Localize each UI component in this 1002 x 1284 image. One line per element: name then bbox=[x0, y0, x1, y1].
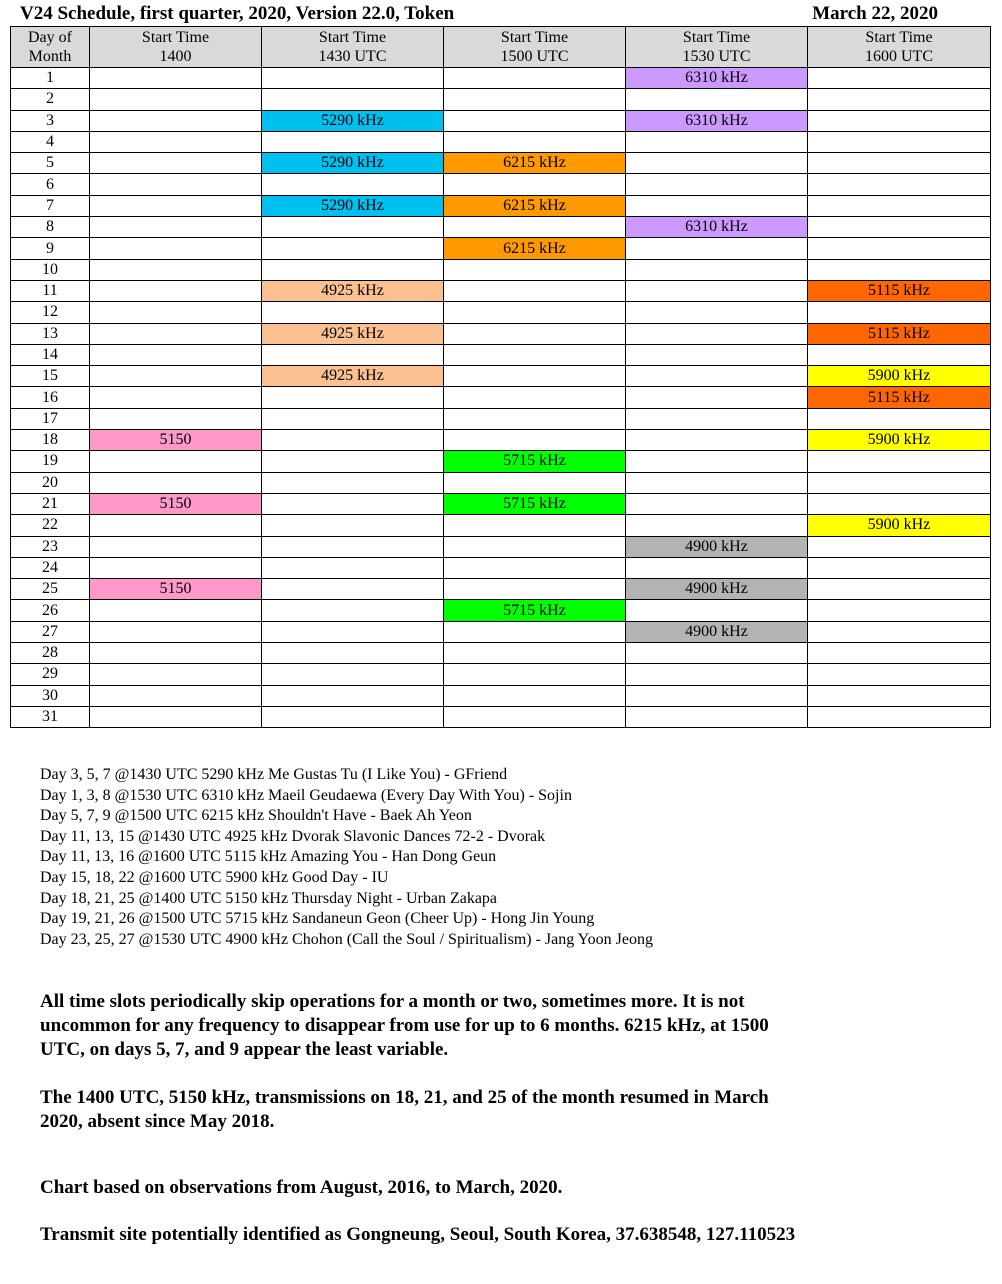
empty-cell bbox=[626, 302, 808, 323]
header-row bbox=[11, 27, 991, 68]
column-header-day bbox=[11, 27, 90, 68]
table-row bbox=[11, 643, 991, 664]
list-item: Day 1, 3, 8 @1530 UTC 6310 kHz Maeil Geudaewa (Every Day With You) - Sojin bbox=[40, 786, 572, 804]
table-row bbox=[11, 621, 991, 642]
frequency-label: 4925 kHz bbox=[321, 324, 384, 342]
empty-cell bbox=[262, 515, 444, 536]
empty-cell bbox=[444, 408, 626, 429]
empty-cell bbox=[808, 579, 991, 600]
empty-cell bbox=[90, 408, 262, 429]
frequency-cell bbox=[90, 579, 262, 600]
table-row bbox=[11, 344, 991, 365]
empty-cell bbox=[262, 664, 444, 685]
day-cell: 8 bbox=[11, 217, 90, 238]
frequency-cell bbox=[444, 238, 626, 259]
frequency-cell bbox=[808, 387, 991, 408]
empty-cell bbox=[808, 600, 991, 621]
empty-cell bbox=[626, 515, 808, 536]
frequency-label: 6310 kHz bbox=[685, 111, 748, 129]
empty-cell bbox=[808, 238, 991, 259]
frequency-cell bbox=[626, 621, 808, 642]
empty-cell bbox=[626, 408, 808, 429]
empty-cell bbox=[444, 515, 626, 536]
list-item: Day 11, 13, 15 @1430 UTC 4925 kHz Dvorak Slavonic Dances 72-2 - Dvorak bbox=[40, 827, 546, 845]
empty-cell bbox=[808, 344, 991, 365]
frequency-cell bbox=[444, 153, 626, 174]
table-row bbox=[11, 153, 991, 174]
frequency-label: 6310 kHz bbox=[685, 69, 748, 87]
empty-cell bbox=[90, 89, 262, 110]
empty-cell bbox=[626, 430, 808, 451]
day-cell: 26 bbox=[11, 600, 90, 621]
empty-cell bbox=[90, 643, 262, 664]
empty-cell bbox=[90, 217, 262, 238]
empty-cell bbox=[626, 706, 808, 727]
empty-cell bbox=[808, 664, 991, 685]
schedule-body bbox=[11, 68, 991, 728]
empty-cell bbox=[444, 217, 626, 238]
document-date: March 22, 2020 bbox=[812, 3, 938, 24]
day-cell: 5 bbox=[11, 153, 90, 174]
empty-cell bbox=[626, 387, 808, 408]
column-header-line2: 1530 UTC bbox=[682, 48, 751, 65]
table-row bbox=[11, 451, 991, 472]
empty-cell bbox=[90, 259, 262, 280]
empty-cell bbox=[808, 451, 991, 472]
table-row bbox=[11, 195, 991, 216]
empty-cell bbox=[626, 89, 808, 110]
list-item: Day 5, 7, 9 @1500 UTC 6215 kHz Shouldn't Have - Baek Ah Yeon bbox=[40, 807, 472, 825]
empty-cell bbox=[808, 493, 991, 514]
frequency-cell bbox=[808, 366, 991, 387]
frequency-cell bbox=[626, 217, 808, 238]
table-row bbox=[11, 238, 991, 259]
table-row bbox=[11, 664, 991, 685]
document-header bbox=[10, 2, 990, 26]
empty-cell bbox=[808, 408, 991, 429]
frequency-cell bbox=[626, 68, 808, 89]
day-cell: 25 bbox=[11, 579, 90, 600]
empty-cell bbox=[90, 366, 262, 387]
empty-cell bbox=[262, 536, 444, 557]
empty-cell bbox=[90, 280, 262, 301]
empty-cell bbox=[262, 451, 444, 472]
empty-cell bbox=[262, 621, 444, 642]
song-list bbox=[40, 765, 940, 950]
frequency-label: 5150 bbox=[159, 495, 192, 513]
day-cell: 23 bbox=[11, 536, 90, 557]
day-cell: 29 bbox=[11, 664, 90, 685]
empty-cell bbox=[808, 153, 991, 174]
empty-cell bbox=[808, 195, 991, 216]
empty-cell bbox=[444, 89, 626, 110]
empty-cell bbox=[262, 259, 444, 280]
day-cell: 18 bbox=[11, 430, 90, 451]
empty-cell bbox=[90, 68, 262, 89]
empty-cell bbox=[444, 259, 626, 280]
table-row bbox=[11, 131, 991, 152]
column-header-line2: 1500 UTC bbox=[500, 48, 569, 65]
empty-cell bbox=[808, 706, 991, 727]
empty-cell bbox=[808, 536, 991, 557]
empty-cell bbox=[262, 131, 444, 152]
table-row bbox=[11, 302, 991, 323]
empty-cell bbox=[262, 600, 444, 621]
empty-cell bbox=[90, 664, 262, 685]
frequency-label: 4900 kHz bbox=[685, 537, 748, 555]
empty-cell bbox=[808, 89, 991, 110]
empty-cell bbox=[626, 131, 808, 152]
empty-cell bbox=[90, 302, 262, 323]
empty-cell bbox=[808, 302, 991, 323]
empty-cell bbox=[90, 451, 262, 472]
empty-cell bbox=[626, 195, 808, 216]
empty-cell bbox=[90, 621, 262, 642]
empty-cell bbox=[90, 706, 262, 727]
empty-cell bbox=[90, 110, 262, 131]
empty-cell bbox=[626, 643, 808, 664]
list-item: Day 23, 25, 27 @1530 UTC 4900 kHz Chohon (Call the Soul / Spiritualism) - Jang Yoon Jeong bbox=[40, 930, 653, 948]
empty-cell bbox=[262, 344, 444, 365]
table-row bbox=[11, 174, 991, 195]
day-cell: 6 bbox=[11, 174, 90, 195]
table-row bbox=[11, 579, 991, 600]
empty-cell bbox=[90, 153, 262, 174]
table-row bbox=[11, 110, 991, 131]
empty-cell bbox=[90, 174, 262, 195]
empty-cell bbox=[444, 387, 626, 408]
frequency-cell bbox=[444, 600, 626, 621]
table-row bbox=[11, 366, 991, 387]
empty-cell bbox=[262, 238, 444, 259]
day-cell: 24 bbox=[11, 557, 90, 578]
empty-cell bbox=[90, 344, 262, 365]
day-cell: 4 bbox=[11, 131, 90, 152]
frequency-label: 4900 kHz bbox=[685, 580, 748, 598]
list-item: Day 18, 21, 25 @1400 UTC 5150 kHz Thursday Night - Urban Zakapa bbox=[40, 889, 498, 907]
empty-cell bbox=[444, 110, 626, 131]
empty-cell bbox=[808, 472, 991, 493]
day-cell: 12 bbox=[11, 302, 90, 323]
day-cell: 11 bbox=[11, 280, 90, 301]
empty-cell bbox=[626, 153, 808, 174]
column-header-line1: Start Time bbox=[500, 29, 569, 46]
empty-cell bbox=[262, 685, 444, 706]
frequency-label: 5115 kHz bbox=[867, 282, 931, 300]
empty-cell bbox=[262, 302, 444, 323]
day-cell: 16 bbox=[11, 387, 90, 408]
schedule-header bbox=[11, 27, 991, 68]
empty-cell bbox=[626, 238, 808, 259]
day-cell: 22 bbox=[11, 515, 90, 536]
empty-cell bbox=[808, 68, 991, 89]
frequency-label: 5900 kHz bbox=[867, 367, 931, 385]
day-cell: 10 bbox=[11, 259, 90, 280]
empty-cell bbox=[444, 621, 626, 642]
column-header-line2: 1600 UTC bbox=[865, 48, 933, 65]
day-cell: 13 bbox=[11, 323, 90, 344]
empty-cell bbox=[626, 366, 808, 387]
schedule-table bbox=[10, 26, 991, 728]
empty-cell bbox=[262, 557, 444, 578]
empty-cell bbox=[626, 664, 808, 685]
table-row bbox=[11, 685, 991, 706]
frequency-label: 5715 kHz bbox=[503, 452, 566, 470]
empty-cell bbox=[444, 366, 626, 387]
document-title: V24 Schedule, first quarter, 2020, Version 22.0, Token bbox=[20, 3, 455, 24]
empty-cell bbox=[262, 430, 444, 451]
empty-cell bbox=[90, 685, 262, 706]
frequency-cell bbox=[626, 110, 808, 131]
empty-cell bbox=[262, 493, 444, 514]
table-row bbox=[11, 259, 991, 280]
frequency-cell bbox=[262, 280, 444, 301]
column-header-line1: Start Time bbox=[865, 29, 933, 46]
day-cell: 1 bbox=[11, 68, 90, 89]
empty-cell bbox=[626, 280, 808, 301]
frequency-cell bbox=[90, 493, 262, 514]
frequency-cell bbox=[444, 195, 626, 216]
empty-cell bbox=[444, 344, 626, 365]
frequency-label: 5900 kHz bbox=[867, 431, 931, 449]
column-header-line1: Start Time bbox=[141, 29, 210, 46]
day-cell: 3 bbox=[11, 110, 90, 131]
day-cell: 7 bbox=[11, 195, 90, 216]
table-row bbox=[11, 430, 991, 451]
empty-cell bbox=[444, 280, 626, 301]
day-cell: 2 bbox=[11, 89, 90, 110]
empty-cell bbox=[808, 131, 991, 152]
frequency-label: 5150 bbox=[159, 580, 192, 598]
table-row bbox=[11, 408, 991, 429]
day-cell: 19 bbox=[11, 451, 90, 472]
frequency-label: 4925 kHz bbox=[321, 367, 384, 385]
frequency-label: 5115 kHz bbox=[867, 388, 931, 406]
empty-cell bbox=[808, 685, 991, 706]
frequency-cell bbox=[808, 280, 991, 301]
empty-cell bbox=[444, 174, 626, 195]
empty-cell bbox=[444, 579, 626, 600]
list-item: Day 15, 18, 22 @1600 UTC 5900 kHz Good Day - IU bbox=[40, 868, 389, 886]
table-row bbox=[11, 557, 991, 578]
empty-cell bbox=[262, 706, 444, 727]
empty-cell bbox=[262, 89, 444, 110]
empty-cell bbox=[262, 217, 444, 238]
empty-cell bbox=[444, 472, 626, 493]
frequency-label: 4900 kHz bbox=[685, 622, 748, 640]
table-row bbox=[11, 706, 991, 727]
empty-cell bbox=[626, 685, 808, 706]
table-row bbox=[11, 472, 991, 493]
empty-cell bbox=[262, 174, 444, 195]
day-cell: 21 bbox=[11, 493, 90, 514]
frequency-cell bbox=[262, 323, 444, 344]
column-header-1430 bbox=[262, 27, 444, 68]
frequency-label: 5290 kHz bbox=[321, 154, 384, 172]
empty-cell bbox=[626, 557, 808, 578]
frequency-cell bbox=[262, 195, 444, 216]
frequency-label: 5290 kHz bbox=[321, 196, 384, 214]
empty-cell bbox=[808, 174, 991, 195]
empty-cell bbox=[626, 493, 808, 514]
empty-cell bbox=[444, 557, 626, 578]
frequency-label: 5715 kHz bbox=[503, 601, 566, 619]
empty-cell bbox=[808, 621, 991, 642]
empty-cell bbox=[626, 344, 808, 365]
column-header-line1: Start Time bbox=[318, 29, 387, 46]
empty-cell bbox=[262, 472, 444, 493]
column-header-line2: 1430 UTC bbox=[318, 48, 387, 65]
day-cell: 15 bbox=[11, 366, 90, 387]
frequency-cell bbox=[444, 493, 626, 514]
empty-cell bbox=[444, 536, 626, 557]
column-header-1400 bbox=[90, 27, 262, 68]
column-header-1600 bbox=[808, 27, 991, 68]
frequency-cell bbox=[90, 430, 262, 451]
frequency-label: 5150 bbox=[159, 431, 192, 449]
frequency-label: 6215 kHz bbox=[503, 239, 566, 257]
frequency-label: 6215 kHz bbox=[503, 154, 566, 172]
empty-cell bbox=[262, 579, 444, 600]
empty-cell bbox=[626, 323, 808, 344]
list-item: Day 19, 21, 26 @1500 UTC 5715 kHz Sandaneun Geon (Cheer Up) - Hong Jin Young bbox=[40, 910, 595, 928]
empty-cell bbox=[90, 472, 262, 493]
day-cell: 17 bbox=[11, 408, 90, 429]
note-variability: All time slots periodically skip operations for a month or two, sometimes more. It is not uncommon for any frequency to disappear from use for up to 6 months. 6215 kHz, at 1500 UTC, on days 5, 7, and 9 appear the least variable. bbox=[40, 991, 769, 1060]
note-transmit-site: Transmit site potentially identified as Gongneung, Seoul, South Korea, 37.638548, 127.110523 bbox=[40, 1224, 796, 1245]
empty-cell bbox=[626, 472, 808, 493]
empty-cell bbox=[90, 515, 262, 536]
empty-cell bbox=[444, 685, 626, 706]
empty-cell bbox=[808, 259, 991, 280]
frequency-cell bbox=[444, 451, 626, 472]
frequency-cell bbox=[808, 430, 991, 451]
empty-cell bbox=[90, 238, 262, 259]
table-row bbox=[11, 600, 991, 621]
list-item: Day 11, 13, 16 @1600 UTC 5115 kHz Amazing You - Han Dong Geun bbox=[40, 848, 497, 866]
frequency-label: 5900 kHz bbox=[867, 516, 931, 534]
frequency-cell bbox=[808, 515, 991, 536]
empty-cell bbox=[90, 387, 262, 408]
column-header-line1: Day of bbox=[28, 29, 72, 46]
day-cell: 30 bbox=[11, 685, 90, 706]
frequency-label: 6310 kHz bbox=[685, 218, 748, 236]
frequency-cell bbox=[262, 153, 444, 174]
empty-cell bbox=[626, 451, 808, 472]
note-resumed: The 1400 UTC, 5150 kHz, transmissions on 18, 21, and 25 of the month resumed in March 2020, absent since May 2018. bbox=[40, 1087, 769, 1132]
empty-cell bbox=[808, 110, 991, 131]
empty-cell bbox=[444, 68, 626, 89]
table-row bbox=[11, 323, 991, 344]
empty-cell bbox=[90, 536, 262, 557]
empty-cell bbox=[626, 174, 808, 195]
day-cell: 27 bbox=[11, 621, 90, 642]
table-row bbox=[11, 493, 991, 514]
frequency-cell bbox=[808, 323, 991, 344]
frequency-cell bbox=[626, 536, 808, 557]
frequency-cell bbox=[262, 110, 444, 131]
table-row bbox=[11, 217, 991, 238]
empty-cell bbox=[262, 408, 444, 429]
empty-cell bbox=[444, 643, 626, 664]
column-header-line2: Month bbox=[28, 48, 72, 65]
empty-cell bbox=[90, 195, 262, 216]
day-cell: 20 bbox=[11, 472, 90, 493]
frequency-label: 4925 kHz bbox=[321, 282, 384, 300]
column-header-line2: 1400 bbox=[159, 48, 192, 65]
empty-cell bbox=[90, 600, 262, 621]
empty-cell bbox=[808, 643, 991, 664]
table-row bbox=[11, 280, 991, 301]
table-row bbox=[11, 536, 991, 557]
frequency-label: 6215 kHz bbox=[503, 196, 566, 214]
empty-cell bbox=[444, 131, 626, 152]
empty-cell bbox=[444, 430, 626, 451]
empty-cell bbox=[808, 217, 991, 238]
frequency-label: 5115 kHz bbox=[867, 324, 931, 342]
empty-cell bbox=[808, 557, 991, 578]
empty-cell bbox=[444, 323, 626, 344]
column-header-1500 bbox=[444, 27, 626, 68]
empty-cell bbox=[444, 302, 626, 323]
empty-cell bbox=[444, 664, 626, 685]
day-cell: 14 bbox=[11, 344, 90, 365]
frequency-label: 5715 kHz bbox=[503, 495, 566, 513]
table-row bbox=[11, 68, 991, 89]
frequency-cell bbox=[626, 579, 808, 600]
note-observations: Chart based on observations from August, 2016, to March, 2020. bbox=[40, 1177, 563, 1198]
table-row bbox=[11, 515, 991, 536]
column-header-1530 bbox=[626, 27, 808, 68]
column-header-line1: Start Time bbox=[682, 29, 751, 46]
day-cell: 31 bbox=[11, 706, 90, 727]
table-row bbox=[11, 387, 991, 408]
frequency-label: 5290 kHz bbox=[321, 111, 384, 129]
frequency-cell bbox=[262, 366, 444, 387]
empty-cell bbox=[444, 706, 626, 727]
table-row bbox=[11, 89, 991, 110]
list-item: Day 3, 5, 7 @1430 UTC 5290 kHz Me Gustas Tu (I Like You) - GFriend bbox=[40, 766, 508, 783]
empty-cell bbox=[626, 259, 808, 280]
day-cell: 9 bbox=[11, 238, 90, 259]
empty-cell bbox=[626, 600, 808, 621]
empty-cell bbox=[90, 557, 262, 578]
empty-cell bbox=[262, 643, 444, 664]
empty-cell bbox=[262, 387, 444, 408]
empty-cell bbox=[90, 323, 262, 344]
day-cell: 28 bbox=[11, 643, 90, 664]
empty-cell bbox=[90, 131, 262, 152]
empty-cell bbox=[262, 68, 444, 89]
